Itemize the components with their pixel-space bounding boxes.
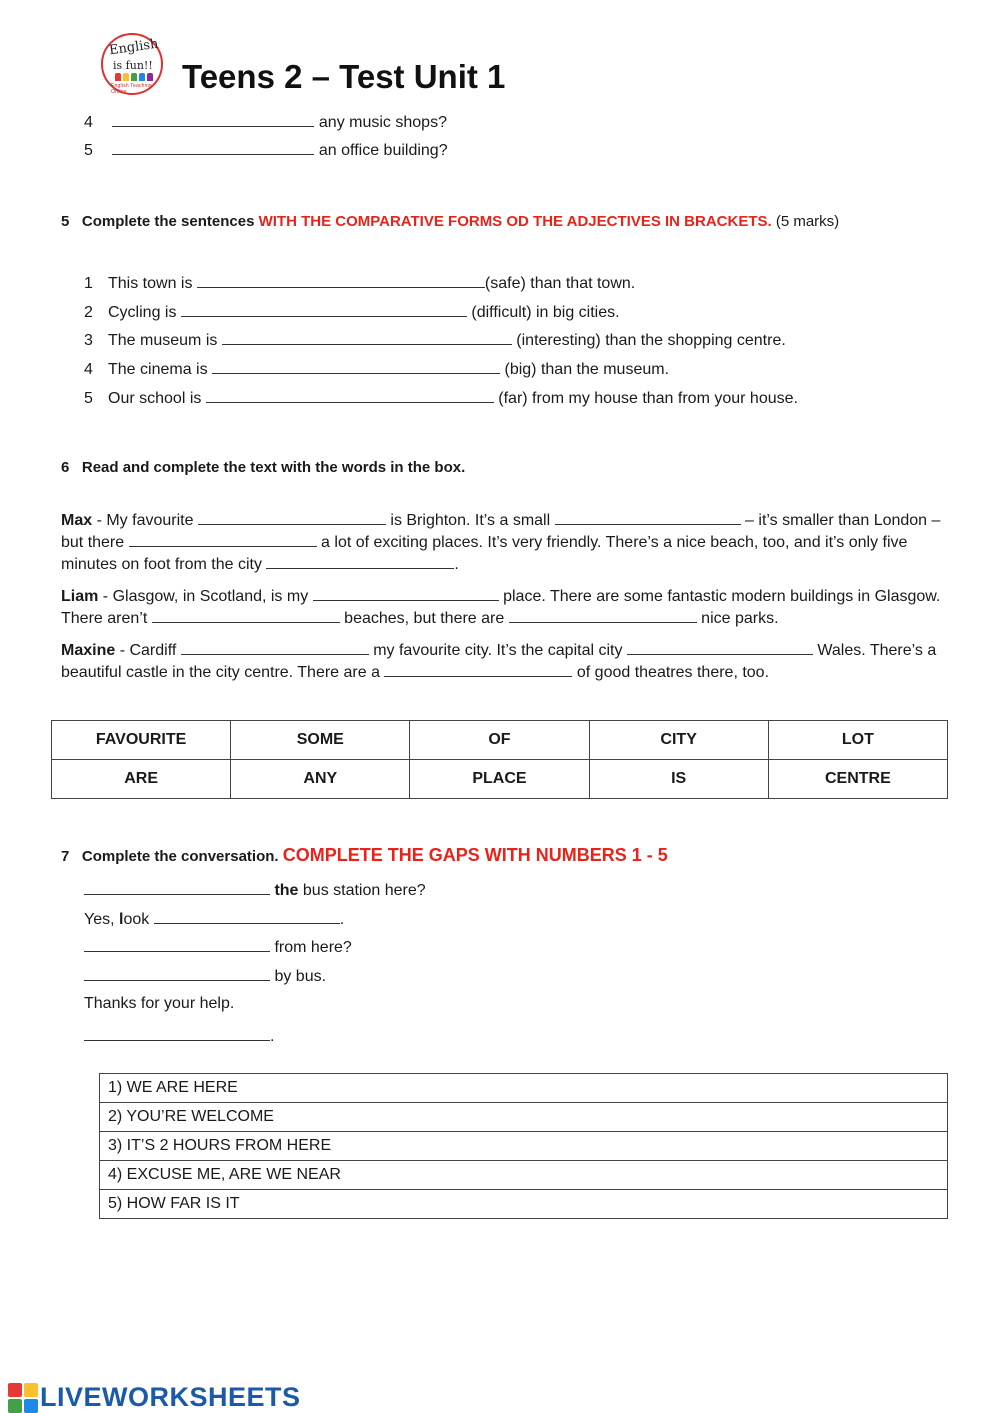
s7-line-6: . xyxy=(84,1026,274,1047)
option-row xyxy=(100,1103,948,1132)
s7-line-5: Thanks for your help. xyxy=(84,995,235,1012)
s6-paragraph-liam: Liam - Glasgow, in Scotland, is my place. There are some fantastic modern buildings in Glasgow. There aren’t beaches, but there are nice parks. xyxy=(61,588,941,627)
word-cell: ARE xyxy=(52,760,231,799)
gap-blank[interactable] xyxy=(198,510,386,525)
option-3: 3) IT’S 2 HOURS FROM HERE xyxy=(100,1132,948,1161)
s5-item-2: 2 Cycling is (difficult) in big cities. xyxy=(84,304,620,321)
gap-blank[interactable] xyxy=(266,554,454,569)
s7-line-2: Yes, look . xyxy=(84,911,345,928)
option-row xyxy=(100,1190,948,1219)
s6-paragraph-max: Max - My favourite is Brighton. It’s a small – it’s smaller than London – but there a lot of exciting places. It’s very friendly. There’s a nice beach, too, and it’s only five minutes on foot from the city . xyxy=(61,512,941,573)
gap-blank[interactable] xyxy=(129,532,317,547)
s7-line-1: the bus station here? xyxy=(84,880,426,901)
option-4: 4) EXCUSE ME, ARE WE NEAR xyxy=(100,1161,948,1190)
option-2: 2) YOU’RE WELCOME xyxy=(100,1103,948,1132)
word-cell: CENTRE xyxy=(768,760,947,799)
logo-text-english: English xyxy=(108,36,160,59)
gap-blank[interactable] xyxy=(84,1026,270,1041)
word-cell: ANY xyxy=(231,760,410,799)
gap-blank[interactable] xyxy=(509,608,697,623)
word-cell: LOT xyxy=(768,721,947,760)
gap-blank[interactable] xyxy=(222,330,512,345)
word-cell: IS xyxy=(589,760,768,799)
gap-blank[interactable] xyxy=(384,662,572,677)
s5-item-5: 5 Our school is (far) from my house than from your house. xyxy=(84,390,798,407)
gap-blank[interactable] xyxy=(555,510,741,525)
option-5: 5) HOW FAR IS IT xyxy=(100,1190,948,1219)
s7-heading: 7 Complete the conversation. COMPLETE THE GAPS WITH NUMBERS 1 - 5 xyxy=(61,845,668,865)
liveworksheets-logo-icon xyxy=(8,1383,38,1413)
s5-item-4: 4 The cinema is (big) than the museum. xyxy=(84,361,670,378)
s4-item-4: 4 any music shops? xyxy=(84,114,447,131)
option-row xyxy=(100,1074,948,1103)
word-cell: OF xyxy=(410,721,589,760)
word-box-row xyxy=(52,721,948,760)
gap-blank[interactable] xyxy=(84,937,270,952)
page-title: Teens 2 – Test Unit 1 xyxy=(182,58,506,95)
word-cell: SOME xyxy=(231,721,410,760)
gap-blank[interactable] xyxy=(197,273,485,288)
s6-heading: 6 Read and complete the text with the words in the box. xyxy=(61,459,466,476)
gap-blank[interactable] xyxy=(154,909,340,924)
gap-blank[interactable] xyxy=(181,302,467,317)
s5-item-3: 3 The museum is (interesting) than the shopping centre. xyxy=(84,332,786,349)
word-cell: PLACE xyxy=(410,760,589,799)
gap-blank[interactable] xyxy=(112,140,314,155)
option-1: 1) WE ARE HERE xyxy=(100,1074,948,1103)
logo-text-is-fun: is fun!! xyxy=(113,59,153,72)
options-box xyxy=(99,1073,948,1219)
english-is-fun-logo xyxy=(101,33,163,95)
gap-blank[interactable] xyxy=(212,359,500,374)
gap-blank[interactable] xyxy=(627,640,813,655)
gap-blank[interactable] xyxy=(84,966,270,981)
brand-text: LIVEWORKSHEETS xyxy=(40,1382,301,1412)
option-row xyxy=(100,1132,948,1161)
word-box-row xyxy=(52,760,948,799)
option-row xyxy=(100,1161,948,1190)
logo-tagline: English Teaching Online xyxy=(111,83,152,95)
s6-paragraph-maxine: Maxine - Cardiff my favourite city. It’s the capital city Wales. There’s a beautiful castle in the city centre. There are a of good theatres there, too. xyxy=(61,642,937,681)
s4-item-5: 5 an office building? xyxy=(84,142,448,159)
s7-line-3: from here? xyxy=(84,937,352,958)
s5-heading: 5 Complete the sentences WITH THE COMPARATIVE FORMS OD THE ADJECTIVES IN BRACKETS. (5 marks) xyxy=(61,213,840,230)
word-cell: FAVOURITE xyxy=(52,721,231,760)
gap-blank[interactable] xyxy=(112,112,314,127)
gap-blank[interactable] xyxy=(181,640,369,655)
logo-people-icon xyxy=(115,73,153,81)
gap-blank[interactable] xyxy=(84,880,270,895)
word-cell: CITY xyxy=(589,721,768,760)
s5-item-1: 1 This town is (safe) than that town. xyxy=(84,275,636,292)
gap-blank[interactable] xyxy=(206,388,494,403)
liveworksheets-brand[interactable] xyxy=(8,1382,301,1413)
word-box xyxy=(51,720,948,799)
gap-blank[interactable] xyxy=(313,586,499,601)
s7-line-4: by bus. xyxy=(84,966,326,987)
gap-blank[interactable] xyxy=(152,608,340,623)
